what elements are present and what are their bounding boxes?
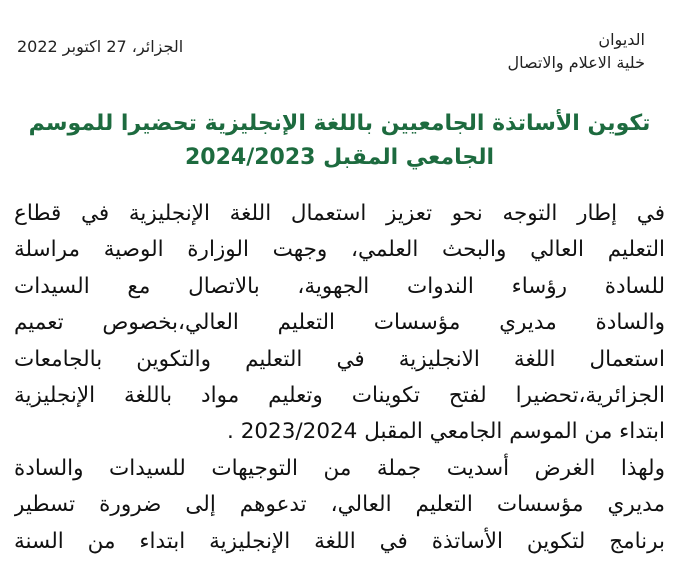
body-line: التعليم العالي والبحث العلمي، وجهت الوزارة الوصية مراسلة	[14, 237, 665, 263]
body-line: ابتداء من الموسم الجامعي المقبل 2023/2024 .	[227, 419, 665, 445]
body-line: برنامج لتكوين الأساتذة في اللغة الإنجليزية ابتداء من السنة	[14, 528, 665, 554]
issuer-line-media-cell: خلية الاعلام والاتصال	[507, 53, 645, 72]
title-line: الجامعي المقبل 2024/2023	[184, 145, 495, 170]
body-line: استعمال اللغة الانجليزية في التعليم والتكوين بالجامعات	[14, 346, 665, 372]
body-line: الجزائرية،تحضيرا لفتح تكوينات وتعليم مواد باللغة الإنجليزية	[14, 382, 665, 408]
body-line: ولهذا الغرض أسديت جملة من التوجيهات للسيدات والسادة	[14, 455, 665, 481]
article-body	[14, 196, 665, 560]
body-line: والسادة مديري مؤسسات التعليم العالي،بخصوص تعميم	[14, 310, 665, 336]
article-title	[20, 107, 659, 175]
dateline: الجزائر، 27 اكتوبر 2022	[17, 37, 184, 56]
body-line: مديري مؤسسات التعليم العالي، تدعوهم إلى ضرورة تسطير	[14, 492, 665, 518]
issuer-block	[508, 28, 645, 74]
issuer-line-office: الديوان	[598, 30, 645, 49]
body-line: في إطار التوجه نحو تعزيز استعمال اللغة الإنجليزية في قطاع	[14, 201, 665, 226]
body-line: للسادة رؤساء الندوات الجهوية، بالاتصال مع السيدات	[14, 273, 665, 299]
title-line: تكوين الأساتذة الجامعيين باللغة الإنجليزية تحضيرا للموسم	[28, 111, 651, 136]
